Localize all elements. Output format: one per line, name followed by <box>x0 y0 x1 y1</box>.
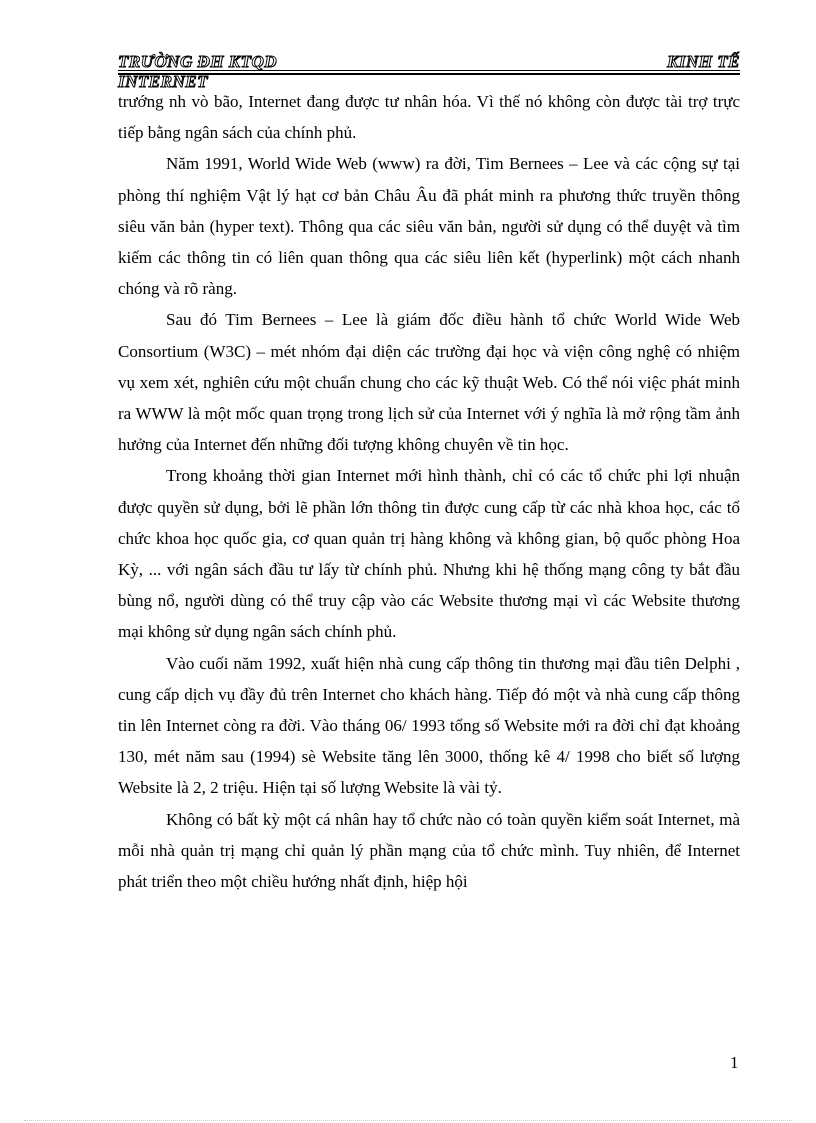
header-topic: INTERNET <box>118 72 208 91</box>
paragraph-6: Không có bất kỳ một cá nhân hay tổ chức nào có toàn quyền kiểm soát Internet, mà mỗi nhà quản trị mạng chỉ quản lý phần mạng của tổ chức mình. Tuy nhiên, để Internet phát triển theo một chiều hướng nhất định, hiệp hội <box>118 809 740 892</box>
page-number: 1 <box>730 1053 739 1072</box>
paragraph-4: Trong khoảng thời gian Internet mới hình thành, chỉ có các tổ chức phi lợi nhuận được quyền sử dụng, bởi lẽ phần lớn thông tin được cung cấp từ các nhà khoa học, các tổ chức khoa học quốc gia, cơ quan quản trị hàng không và không gian, bộ quốc phòng Hoa Kỳ, ... với ngân sách đầu tư lấy từ chính phủ. Nhưng khi hệ thống mạng công ty bắt đầu bùng nổ, người dùng có thể truy cập vào các Website thương mại vì các Website thương mại không sử dụng ngân sách chính phủ. <box>118 466 740 642</box>
paragraph-1: trướng nh vò bão, Internet đang được tư nhân hóa. Vì thế nó không còn được tài trợ trực tiếp bằng ngân sách của chính phủ. <box>118 92 740 143</box>
page-header <box>118 50 740 90</box>
paragraph-3: Sau đó Tim Bernees – Lee là giám đốc điều hành tổ chức World Wide Web Consortium (W3C) – mét nhóm đại diện các trường đại học và viện công nghệ có nhiệm vụ xem xét, nghiên cứu một chuẩn chung cho các kỹ thuật Web. Có thể nói việc phát minh ra WWW là một mốc quan trọng trong lịch sử của Internet với ý nghĩa là mở rộng tầm ảnh hưởng của Internet đến những đối tượng không chuyên về tin học. <box>118 310 740 455</box>
header-rule-thin <box>118 70 740 71</box>
paragraph-2: Năm 1991, World Wide Web (www) ra đời, Tim Bernees – Lee và các cộng sự tại phòng thí nghiệm Vật lý hạt cơ bản Châu Âu đã phát minh ra phương thức truyền thông siêu văn bản (hyper text). Thông qua các siêu văn bản, người sử dụng có thể duyệt và tìm kiếm các thông tin có liên quan thông qua các siêu liên kết (hyperlink) một cách nhanh chóng và rõ ràng. <box>118 154 740 299</box>
header-school-name: TRƯỜNG ĐH KTQD <box>118 52 278 71</box>
header-subject: KINH TẾ <box>667 52 740 71</box>
header-rule-thick <box>118 73 740 75</box>
document-body <box>118 86 740 897</box>
paragraph-5: Vào cuối năm 1992, xuất hiện nhà cung cấp thông tin thương mại đầu tiên Delphi , cung cấp dịch vụ đầy đủ trên Internet cho khách hàng. Tiếp đó một và nhà cung cấp thông tin lên Internet còng ra đời. Vào tháng 06/ 1993 tổng số Website mới ra đời chỉ đạt khoảng 130, mét năm sau (1994) sè Website tăng lên 3000, thống kê 4/ 1998 cho biết số lượng Website là 2, 2 triệu. Hiện tại số lượng Website là vài tỷ. <box>118 653 740 798</box>
footer-divider <box>24 1120 792 1121</box>
